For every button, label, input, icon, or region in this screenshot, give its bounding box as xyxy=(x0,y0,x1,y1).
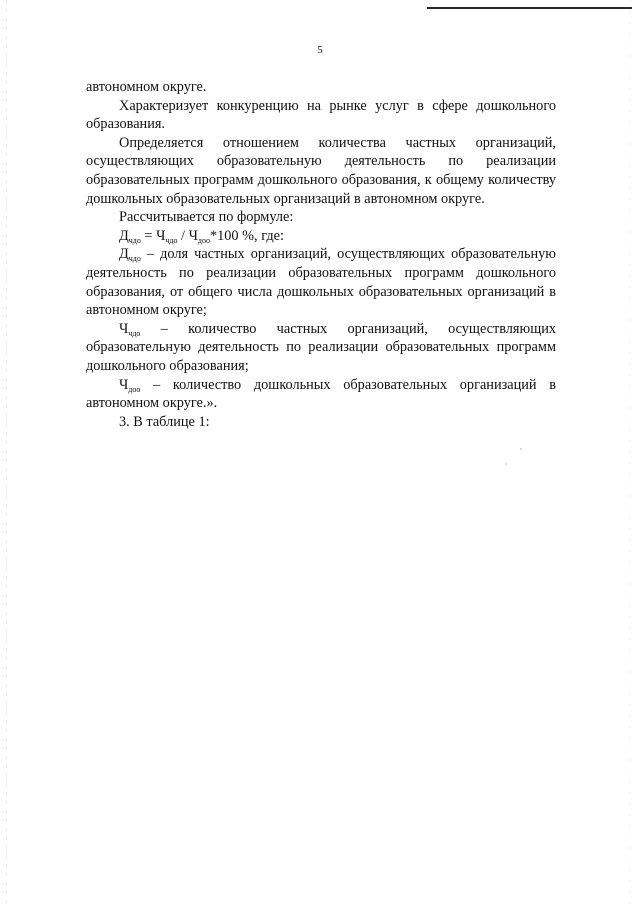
paragraph-definition: Определяется отношением количества частных организаций, осуществляющих образовательную деятельность по реализации образовательных программ дошкольного образования, к общему количеству дошкольных образовательных организаций в автономном округе. xyxy=(86,134,556,207)
definition-private-text: – количество частных организаций, осуществляющих образовательную деятельность по реализации образовательных программ дошкольного образования; xyxy=(86,320,556,374)
definition-total-symbol: $Ч_{доо}$ xyxy=(119,376,141,394)
definition-share-symbol: $Д_{чдо}$ xyxy=(119,246,141,264)
definition-share-text: – доля частных организаций, осуществляющих образовательную деятельность по реализации образовательных программ дошкольного образования, от общего числа дошкольных образовательных организаций в автономном округе; xyxy=(86,246,556,319)
scan-speck xyxy=(520,448,522,450)
definition-share xyxy=(86,245,556,319)
top-rule xyxy=(427,7,632,9)
definition-private-count xyxy=(86,320,556,376)
definition-private-symbol: $Ч_{чдо}$ xyxy=(119,320,141,338)
formula-line xyxy=(86,227,556,246)
page-number: 5 xyxy=(317,44,323,56)
definition-total-count xyxy=(86,376,556,413)
formula-equals: = xyxy=(140,227,157,244)
formula-lhs: $Д_{чдо}$ xyxy=(119,227,141,245)
scan-speck xyxy=(505,463,507,465)
formula-tail: *100 %, где: xyxy=(209,227,284,244)
definition-total-text: – количество дошкольных образовательных организаций в автономном округе.». xyxy=(86,376,556,412)
formula-divide: / xyxy=(177,227,189,244)
formula-numerator: $Ч_{чдо}$ xyxy=(156,227,178,245)
scan-edge-left xyxy=(6,0,7,905)
paragraph-characterizes: Характеризует конкуренцию на рынке услуг в сфере дошкольного образования. xyxy=(86,97,556,133)
paragraph-continuation: автономном округе. xyxy=(86,79,207,95)
document-body xyxy=(86,78,556,431)
paragraph-formula-intro: Рассчитывается по формуле: xyxy=(119,209,294,226)
paragraph-table-reference: 3. В таблице 1: xyxy=(119,413,210,430)
formula-denominator: $Ч_{доо}$ xyxy=(188,227,210,245)
scan-edge-right xyxy=(629,0,630,905)
